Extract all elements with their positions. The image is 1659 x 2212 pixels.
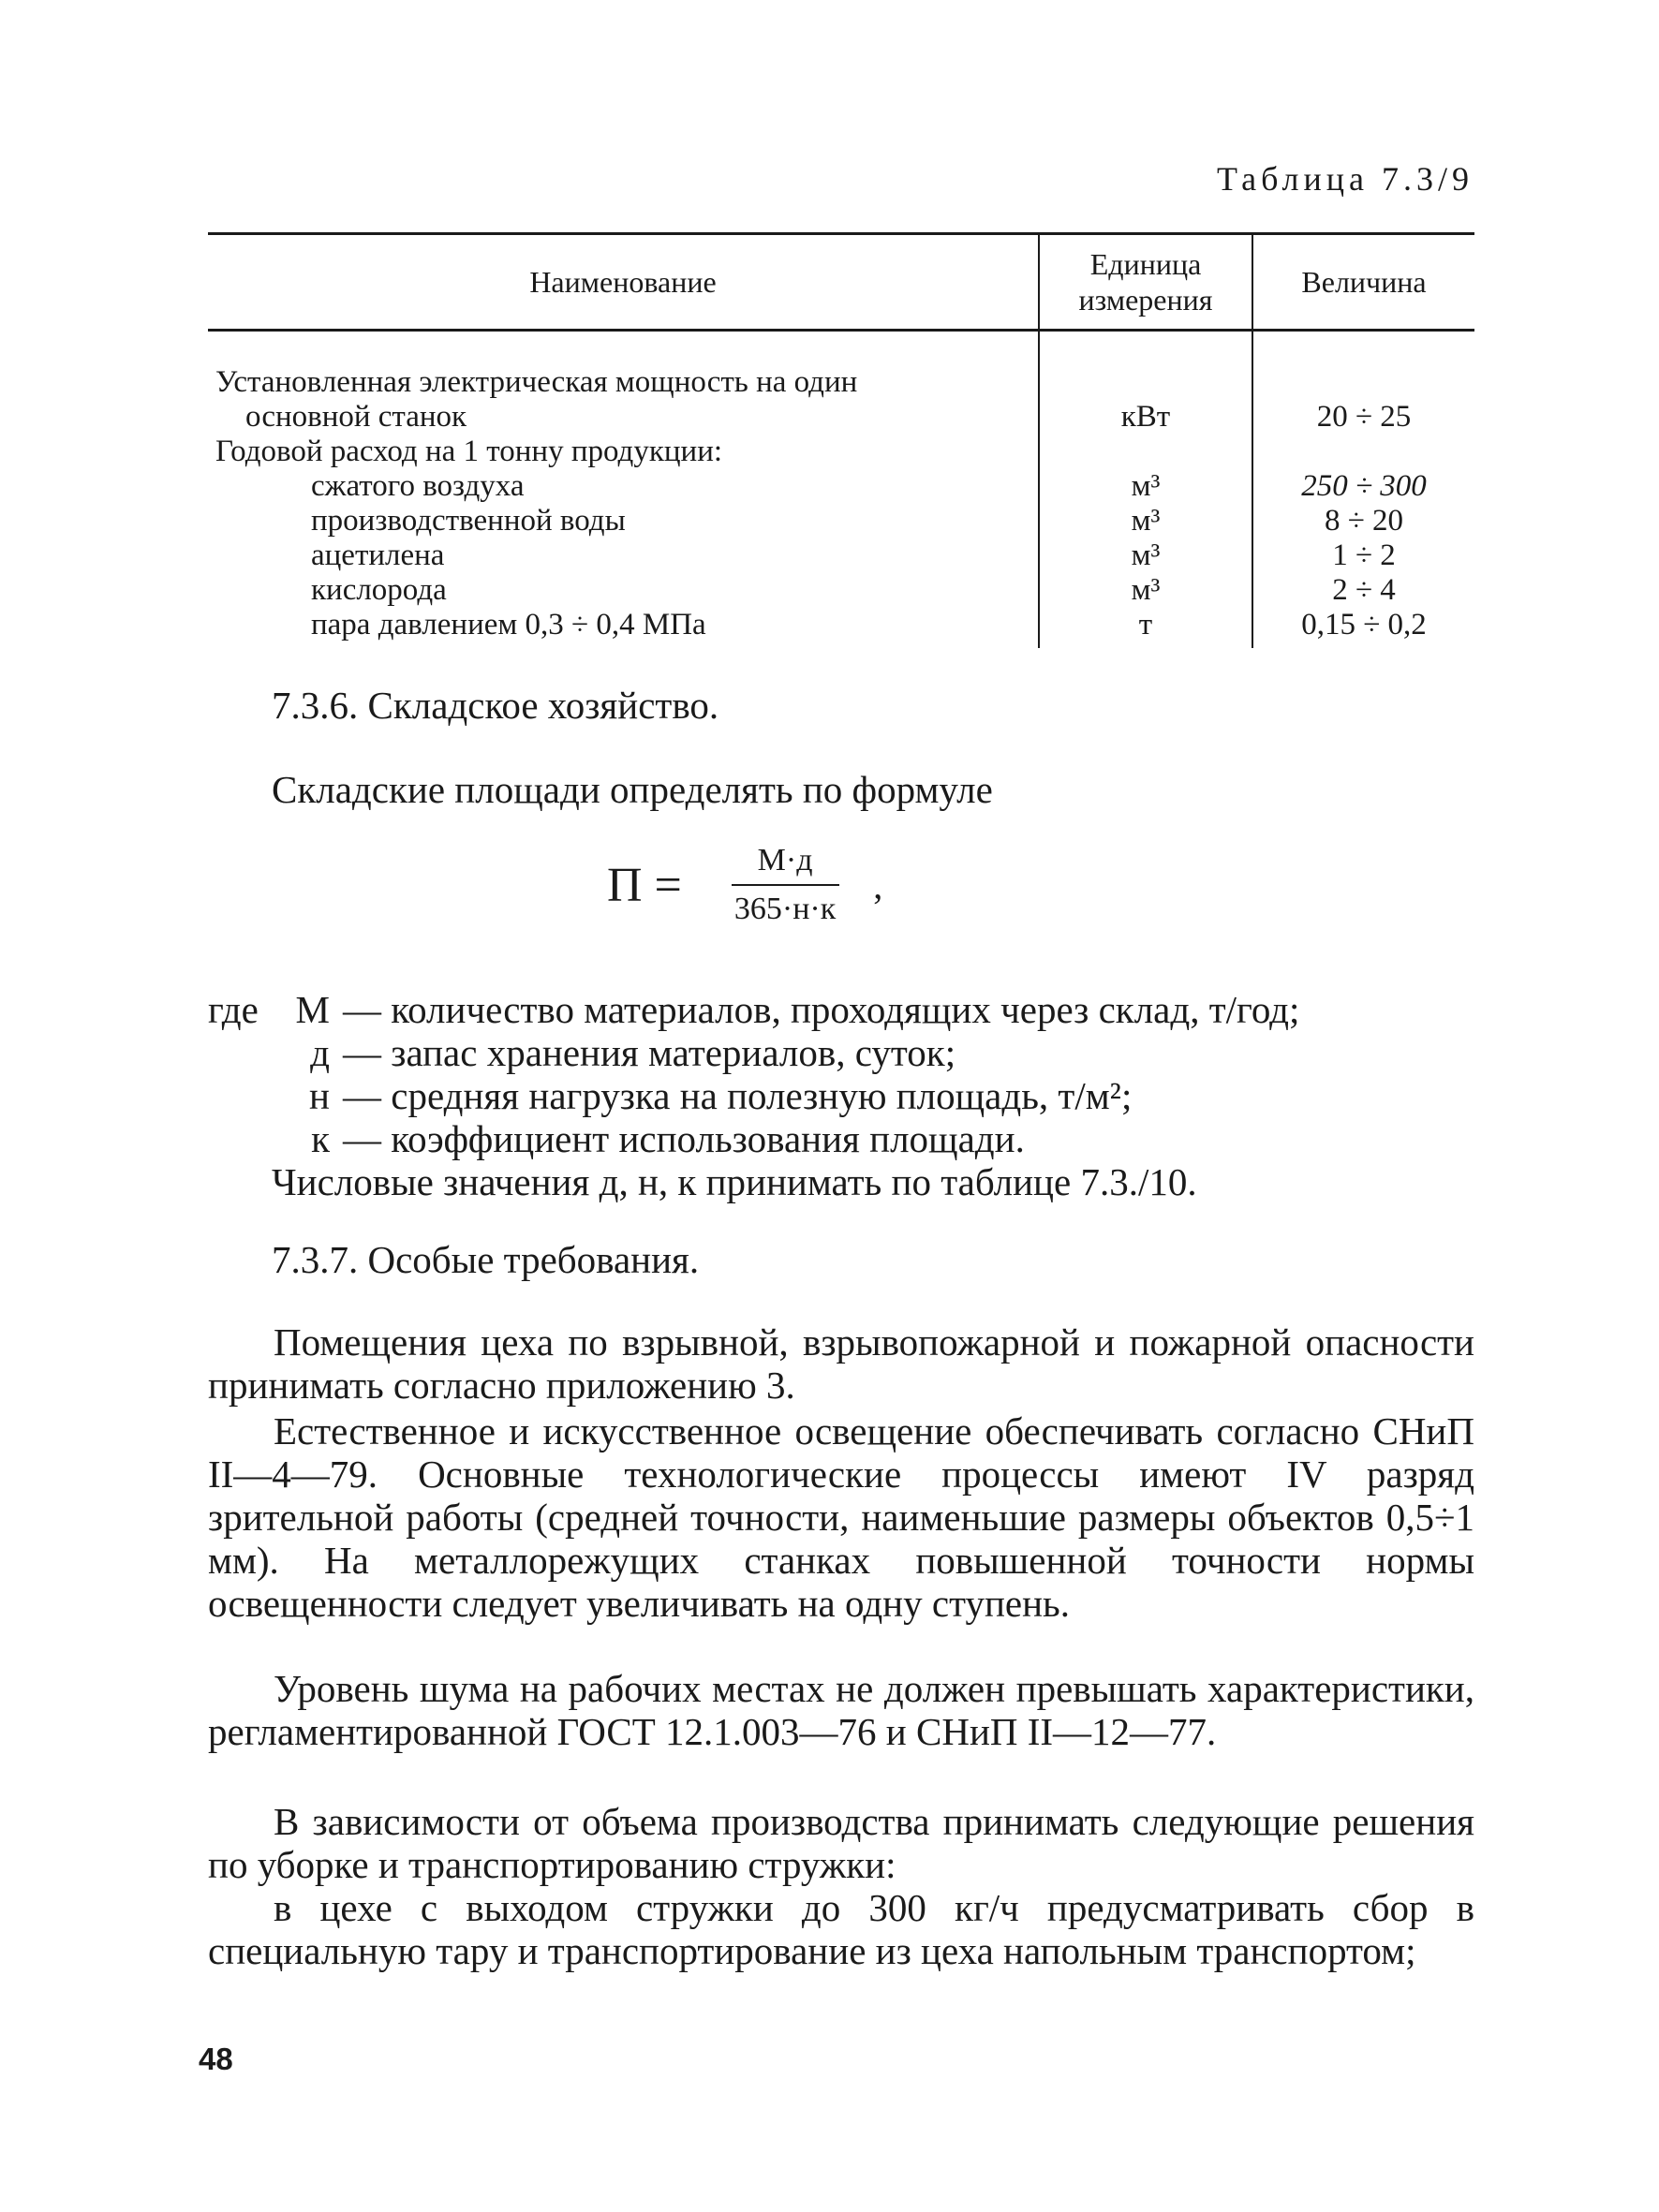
table-row xyxy=(208,538,1474,573)
definition-symbol: к xyxy=(311,1117,330,1160)
paragraph: Помещения цеха по взрывной, взрывопожарной и пожарной опасности принимать согласно приложению 3. xyxy=(208,1320,1474,1407)
formula-definitions xyxy=(208,988,1299,1203)
definition-text: — средняя нагрузка на полезную площадь, т/м²; xyxy=(343,1074,1133,1117)
row-value: 8 ÷ 20 xyxy=(1252,504,1474,538)
formula-intro: Складские площади определять по формуле xyxy=(272,768,993,811)
row-value xyxy=(1252,435,1474,469)
row-name: Годовой расход на 1 тонну продукции: xyxy=(215,435,723,468)
row-value: 20 ÷ 25 xyxy=(1252,400,1474,435)
storage-area-formula xyxy=(607,843,882,927)
row-value: 0,15 ÷ 0,2 xyxy=(1252,608,1474,648)
formula-lhs: П = xyxy=(607,858,682,912)
row-unit xyxy=(1039,331,1252,401)
definition-row xyxy=(208,988,1299,1031)
header-unit: Единица измерения xyxy=(1039,234,1252,331)
definition-text: — запас хранения материалов, суток; xyxy=(343,1031,956,1074)
definition-lead: где xyxy=(208,988,259,1031)
row-name: кислорода xyxy=(311,573,447,607)
row-unit: м³ xyxy=(1039,469,1252,504)
definitions-note: Числовые значения д, н, к принимать по таблице 7.3./10. xyxy=(272,1160,1197,1203)
section-heading-7-3-6: 7.3.6. Складское хозяйство. xyxy=(272,684,719,727)
table-row xyxy=(208,573,1474,608)
formula-trail: , xyxy=(873,863,883,907)
row-unit xyxy=(1039,435,1252,469)
row-name: сжатого воздуха xyxy=(311,469,525,503)
definition-symbol: д xyxy=(310,1031,330,1074)
paragraph: в цехе с выходом стружки до 300 кг/ч предусматривать сбор в специальную тару и транспортирование из цеха напольным транспортом; xyxy=(208,1886,1474,1972)
row-unit: м³ xyxy=(1039,538,1252,573)
row-value xyxy=(1252,331,1474,401)
formula-numerator: М·д xyxy=(732,843,839,886)
row-unit: м³ xyxy=(1039,573,1252,608)
row-value: 2 ÷ 4 xyxy=(1252,573,1474,608)
paragraph: Уровень шума на рабочих местах не должен превышать характеристики, регламентированной ГОСТ 12.1.003—76 и СНиП II—12—77. xyxy=(208,1667,1474,1753)
header-name: Наименование xyxy=(208,234,1039,331)
table-row xyxy=(208,504,1474,538)
formula-fraction xyxy=(708,843,862,927)
table-row xyxy=(208,331,1474,401)
definition-symbol: М xyxy=(295,988,330,1031)
row-name: ацетилена xyxy=(311,538,445,572)
row-unit: м³ xyxy=(1039,504,1252,538)
row-name: производственной воды xyxy=(311,504,626,538)
paragraph: Естественное и искусственное освещение обеспечивать согласно СНиП II—4—79. Основные технологические процессы имеют IV разряд зрительной работы (средней точности, наименьшие размеры объектов 0,5÷1 мм). На металлорежущих станках повышенной точности нормы освещенности следует увеличивать на одну ступень. xyxy=(208,1409,1474,1625)
parameters-table xyxy=(208,232,1474,648)
table-row xyxy=(208,608,1474,648)
definition-text: — коэффициент использования площади. xyxy=(343,1117,1025,1160)
definition-row xyxy=(208,1031,1299,1074)
paragraph: В зависимости от объема производства принимать следующие решения по уборке и транспортированию стружки: xyxy=(208,1800,1474,1886)
formula-denominator: 365·н·к xyxy=(733,892,837,926)
definition-text: — количество материалов, проходящих через склад, т/год; xyxy=(343,988,1300,1031)
table-row xyxy=(208,435,1474,469)
row-name: основной станок xyxy=(245,400,467,434)
row-unit: т xyxy=(1039,608,1252,648)
row-value: 250 ÷ 300 xyxy=(1252,469,1474,504)
table-row xyxy=(208,469,1474,504)
section-heading-7-3-7: 7.3.7. Особые требования. xyxy=(272,1238,700,1281)
row-unit: кВт xyxy=(1039,400,1252,435)
row-name: пара давлением 0,3 ÷ 0,4 МПа xyxy=(311,608,706,641)
table-row xyxy=(208,400,1474,435)
header-value: Величина xyxy=(1252,234,1474,331)
row-value: 1 ÷ 2 xyxy=(1252,538,1474,573)
table-header-row xyxy=(208,234,1474,331)
page-number: 48 xyxy=(199,2042,233,2076)
definition-row xyxy=(208,1117,1299,1160)
row-name: Установленная электрическая мощность на один xyxy=(215,365,858,399)
definition-row xyxy=(208,1074,1299,1117)
definition-symbol: н xyxy=(309,1074,330,1117)
table-caption: Таблица 7.3/9 xyxy=(1217,160,1474,198)
